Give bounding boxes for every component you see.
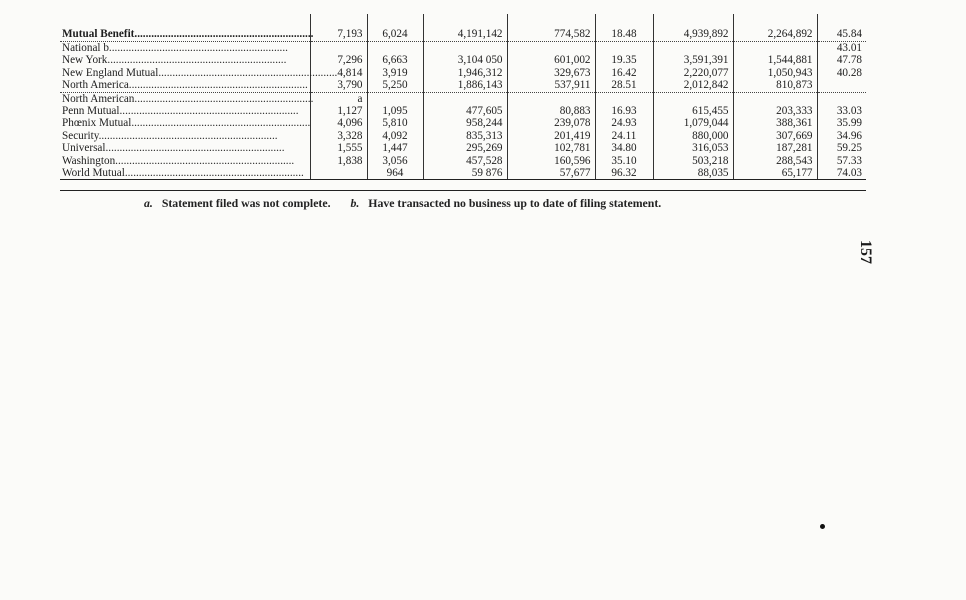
value-cell-c5: 24.93 [595,117,653,129]
company-name: Phœnix Mutual [62,117,132,130]
table-row [60,67,866,79]
value-cell-c8: 47.78 [817,54,866,66]
value-cell-c1: 3,790 [310,79,367,92]
value-cell-c4: 774,582 [507,14,595,42]
value-cell-c6 [653,42,733,55]
footnote-a-text: Statement filed was not complete. [161,196,331,210]
table-row [60,142,866,154]
statement-table-container [60,14,866,180]
value-cell-c6: 2,220,077 [653,67,733,79]
company-name-cell [60,155,310,167]
value-cell-c3: 3,104 050 [423,54,507,66]
value-cell-c4 [507,42,595,55]
company-name-cell [60,117,310,129]
value-cell-c7 [733,92,817,105]
table-body [60,14,866,180]
value-cell-c6: 316,053 [653,142,733,154]
value-cell-c3: 295,269 [423,142,507,154]
page-number: 157 [857,240,874,264]
company-name-cell [60,54,310,66]
value-cell-c8: 59.25 [817,142,866,154]
value-cell-c5: 24.11 [595,130,653,142]
company-name: North American [62,92,135,105]
value-cell-c2 [367,42,423,55]
value-cell-c5: 34.80 [595,142,653,154]
value-cell-c3 [423,42,507,55]
table-bottom-rule [60,190,866,191]
company-name: North America [62,79,129,92]
dot-leader: ................................................................ [98,129,278,142]
value-cell-c1: 4,096 [310,117,367,129]
value-cell-c2: 5,810 [367,117,423,129]
value-cell-c3: 958,244 [423,117,507,129]
value-cell-c5 [595,92,653,105]
value-cell-c7: 1,544,881 [733,54,817,66]
value-cell-c1 [310,42,367,55]
value-cell-c6: 2,012,842 [653,79,733,92]
value-cell-c2: 6,663 [367,54,423,66]
value-cell-c2: 964 [367,167,423,180]
value-cell-c7: 187,281 [733,142,817,154]
company-name-cell [60,105,310,117]
value-cell-c5: 19.35 [595,54,653,66]
value-cell-c5: 16.93 [595,105,653,117]
value-cell-c1: 1,838 [310,155,367,167]
table-row [60,92,866,105]
value-cell-c2: 5,250 [367,79,423,92]
dot-leader: ................................................................ [124,167,304,180]
value-cell-c6: 503,218 [653,155,733,167]
value-cell-c7: 2,264,892 [733,14,817,42]
insurance-statistics-table [60,14,866,180]
dot-leader: ................................................................ [134,92,314,105]
value-cell-c2 [367,92,423,105]
value-cell-c1 [310,167,367,180]
table-row [60,14,866,42]
value-cell-c4: 329,673 [507,67,595,79]
company-name: Universal [62,142,106,155]
value-cell-c7: 65,177 [733,167,817,180]
dot-leader: ................................................................ [105,142,285,155]
value-cell-c3 [423,92,507,105]
value-cell-c4: 601,002 [507,54,595,66]
value-cell-c6: 615,455 [653,105,733,117]
table-row [60,42,866,55]
value-cell-c3: 4,191,142 [423,14,507,42]
dot-leader: ................................................................ [128,79,308,92]
value-cell-c6: 3,591,391 [653,54,733,66]
table-row [60,105,866,117]
company-name-cell [60,66,338,79]
dot-leader: ................................................................ [107,54,287,67]
footnote-b-text: Have transacted no business up to date of filing statement. [368,196,662,210]
company-name: New England Mutual [62,66,159,79]
value-cell-c3: 477,605 [423,105,507,117]
value-cell-c4: 102,781 [507,142,595,154]
company-name-cell [60,14,314,42]
company-name-cell [60,142,310,154]
ink-speck [820,524,825,529]
value-cell-c2: 4,092 [367,130,423,142]
company-name: New York [62,54,108,67]
company-name: World Mutual [62,167,125,180]
value-cell-c1: 7,193 [310,14,367,42]
dot-leader: ................................................................ [108,42,288,54]
value-cell-c1: 3,328 [310,130,367,142]
value-cell-c4: 201,419 [507,130,595,142]
dot-leader: ................................................................ [119,105,299,118]
value-cell-c6: 4,939,892 [653,14,733,42]
value-cell-c7: 1,050,943 [733,67,817,79]
footnote [144,196,661,211]
value-cell-c5: 35.10 [595,155,653,167]
value-cell-c8: 57.33 [817,155,866,167]
value-cell-c5 [595,42,653,55]
value-cell-c3: 59 876 [423,167,507,180]
value-cell-c7: 288,543 [733,155,817,167]
table-row [60,54,866,66]
value-cell-c3: 1,946,312 [423,67,507,79]
value-cell-c8: 74.03 [817,167,866,180]
value-cell-c3: 457,528 [423,155,507,167]
footnote-b-label: b. [350,196,360,210]
value-cell-c6: 1,079,044 [653,117,733,129]
value-cell-c8: 43.01 [817,42,866,55]
value-cell-c2: 6,024 [367,14,423,42]
value-cell-c8: 34.96 [817,130,866,142]
dot-leader: ................................................................ [115,154,295,167]
company-name: Washington [62,154,116,167]
value-cell-c4 [507,92,595,105]
value-cell-c2: 1,095 [367,105,423,117]
value-cell-c7: 810,873 [733,79,817,92]
value-cell-c5: 18.48 [595,14,653,42]
dot-leader: ................................................................ [158,66,338,79]
value-cell-c8 [817,92,866,105]
table-row [60,79,866,92]
company-name: Security [62,129,99,142]
company-name-cell [60,167,310,180]
value-cell-c7: 388,361 [733,117,817,129]
value-cell-c3: 835,313 [423,130,507,142]
value-cell-c1: 7,296 [310,54,367,66]
table-row [60,155,866,167]
value-cell-c5: 28.51 [595,79,653,92]
value-cell-c4: 537,911 [507,79,595,92]
company-name: Penn Mutual [62,105,120,118]
dot-leader: ................................................................ [134,27,314,40]
value-cell-c2: 3,056 [367,155,423,167]
value-cell-c6 [653,92,733,105]
company-name: National b [62,42,109,54]
dot-leader: ................................................................ [131,117,311,130]
value-cell-c8: 35.99 [817,117,866,129]
value-cell-c1: 4,814 [310,67,367,79]
value-cell-c5: 16.42 [595,67,653,79]
value-cell-c7 [733,42,817,55]
company-name-cell [60,79,310,92]
value-cell-c6: 88,035 [653,167,733,180]
value-cell-c7: 307,669 [733,130,817,142]
table-row [60,117,866,129]
value-cell-c4: 239,078 [507,117,595,129]
company-name-cell [60,92,314,105]
value-cell-c8: 33.03 [817,105,866,117]
value-cell-c2: 3,919 [367,67,423,79]
value-cell-c8 [817,79,866,92]
value-cell-c3: 1,886,143 [423,79,507,92]
value-cell-c1: a [310,92,367,105]
company-name-cell [60,42,310,55]
value-cell-c4: 80,883 [507,105,595,117]
value-cell-c1: 1,127 [310,105,367,117]
value-cell-c6: 880,000 [653,130,733,142]
value-cell-c7: 203,333 [733,105,817,117]
footnote-a-label: a. [144,196,153,210]
table-row [60,130,866,142]
value-cell-c1: 1,555 [310,142,367,154]
value-cell-c5: 96.32 [595,167,653,180]
value-cell-c4: 57,677 [507,167,595,180]
value-cell-c2: 1,447 [367,142,423,154]
company-name: Mutual Benefit [62,27,135,40]
value-cell-c8: 40.28 [817,67,866,79]
value-cell-c8: 45.84 [817,14,866,42]
company-name-cell [60,130,310,142]
value-cell-c4: 160,596 [507,155,595,167]
table-row [60,167,866,180]
